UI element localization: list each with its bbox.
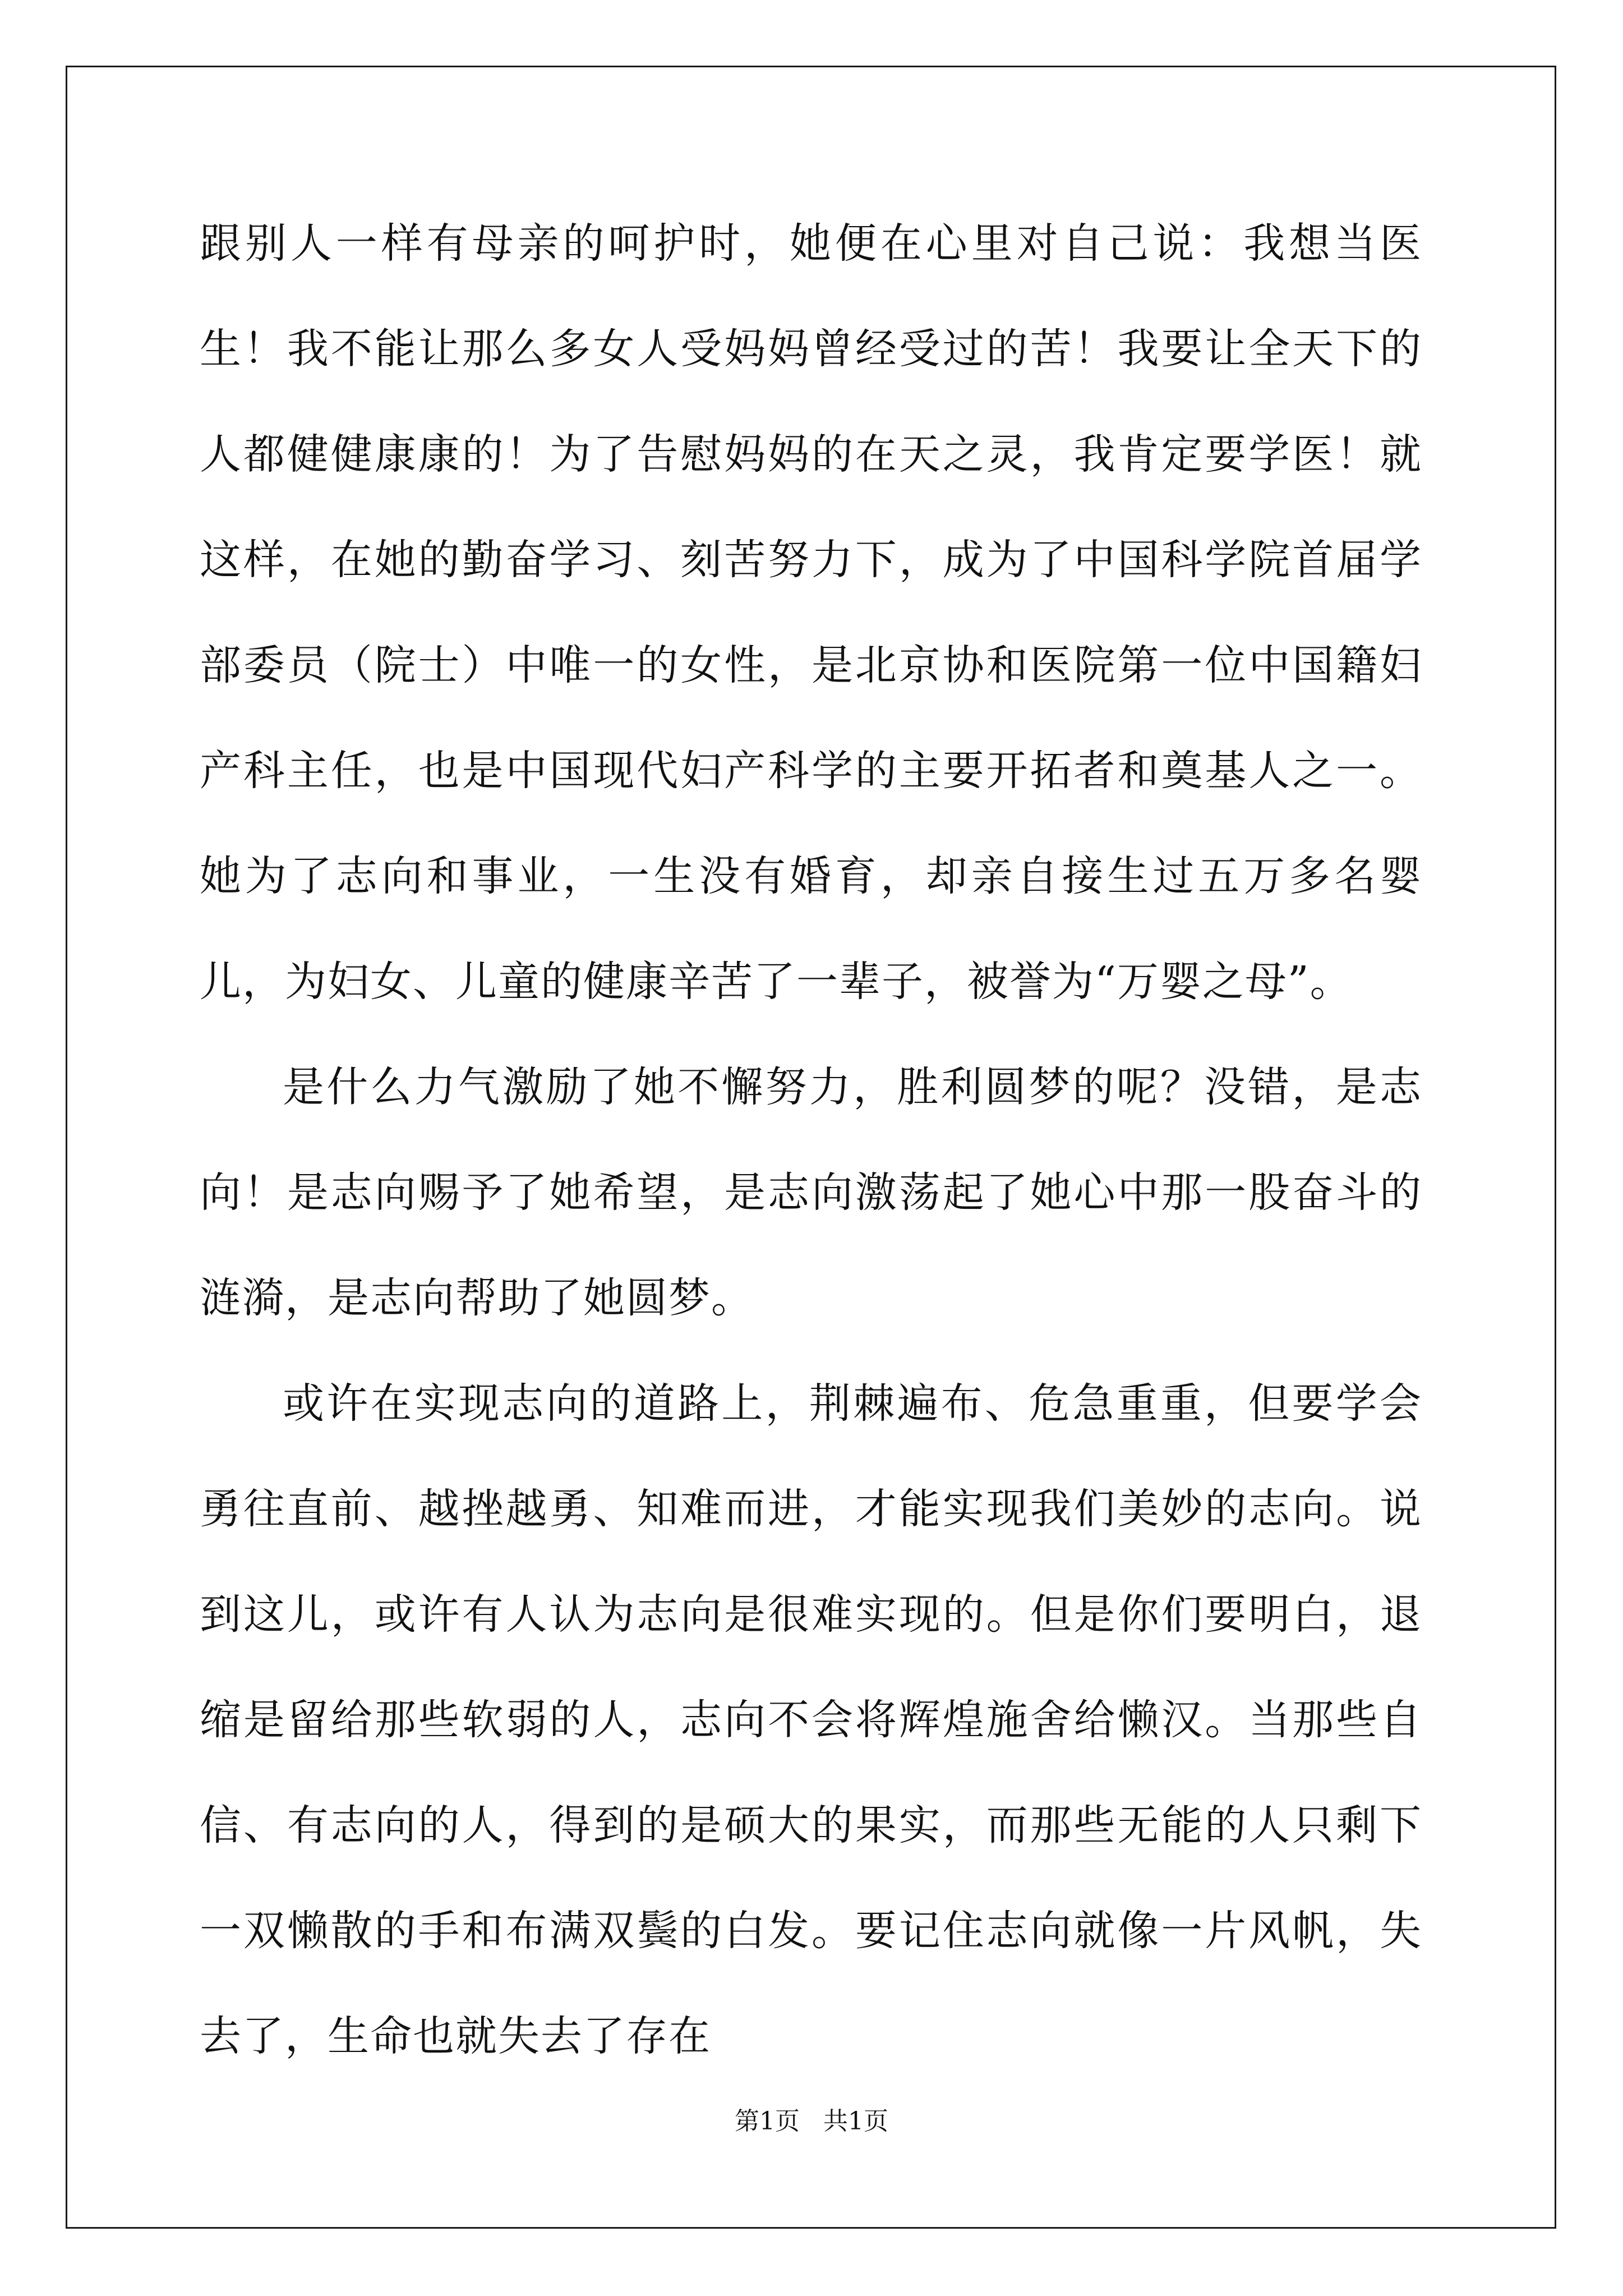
page-number-footer: 第1页 共1页 (735, 2107, 888, 2136)
paragraph-2: 是什么力气激励了她不懈努力，胜利圆梦的呢？没错，是志向！是志向赐予了她希望，是志向激荡起了她心中那一股奋斗的涟漪，是志向帮助了她圆梦。 (200, 1063, 1422, 1322)
document-body (200, 191, 1422, 2089)
paragraph-1: 跟别人一样有母亲的呵护时，她便在心里对自己说：我想当医生！我不能让那么多女人受妈妈曾经受过的苦！我要让全天下的人都健健康康的！为了告慰妈妈的在天之灵，我肯定要学医！就这样，在她的勤奋学习、刻苦努力下，成为了中国科学院首届学部委员（院士）中唯一的女性，是北京协和医院第一位中国籍妇产科主任，也是中国现代妇产科学的主要开拓者和奠基人之一。她为了志向和事业，一生没有婚育，却亲自接生过五万多名婴儿，为妇女、儿童的健康辛苦了一辈子，被誉为“万婴之母”。 (200, 219, 1422, 1006)
paragraph-3: 或许在实现志向的道路上，荆棘遍布、危急重重，但要学会勇往直前、越挫越勇、知难而进，才能实现我们美妙的志向。说到这儿，或许有人认为志向是很难实现的。但是你们要明白，退缩是留给那些软弱的人，志向不会将辉煌施舍给懒汉。当那些自信、有志向的人，得到的是硕大的果实，而那些无能的人只剩下一双懒散的手和布满双鬓的白发。要记住志向就像一片风帆，失去了，生命也就失去了存在 (200, 1379, 1422, 2060)
